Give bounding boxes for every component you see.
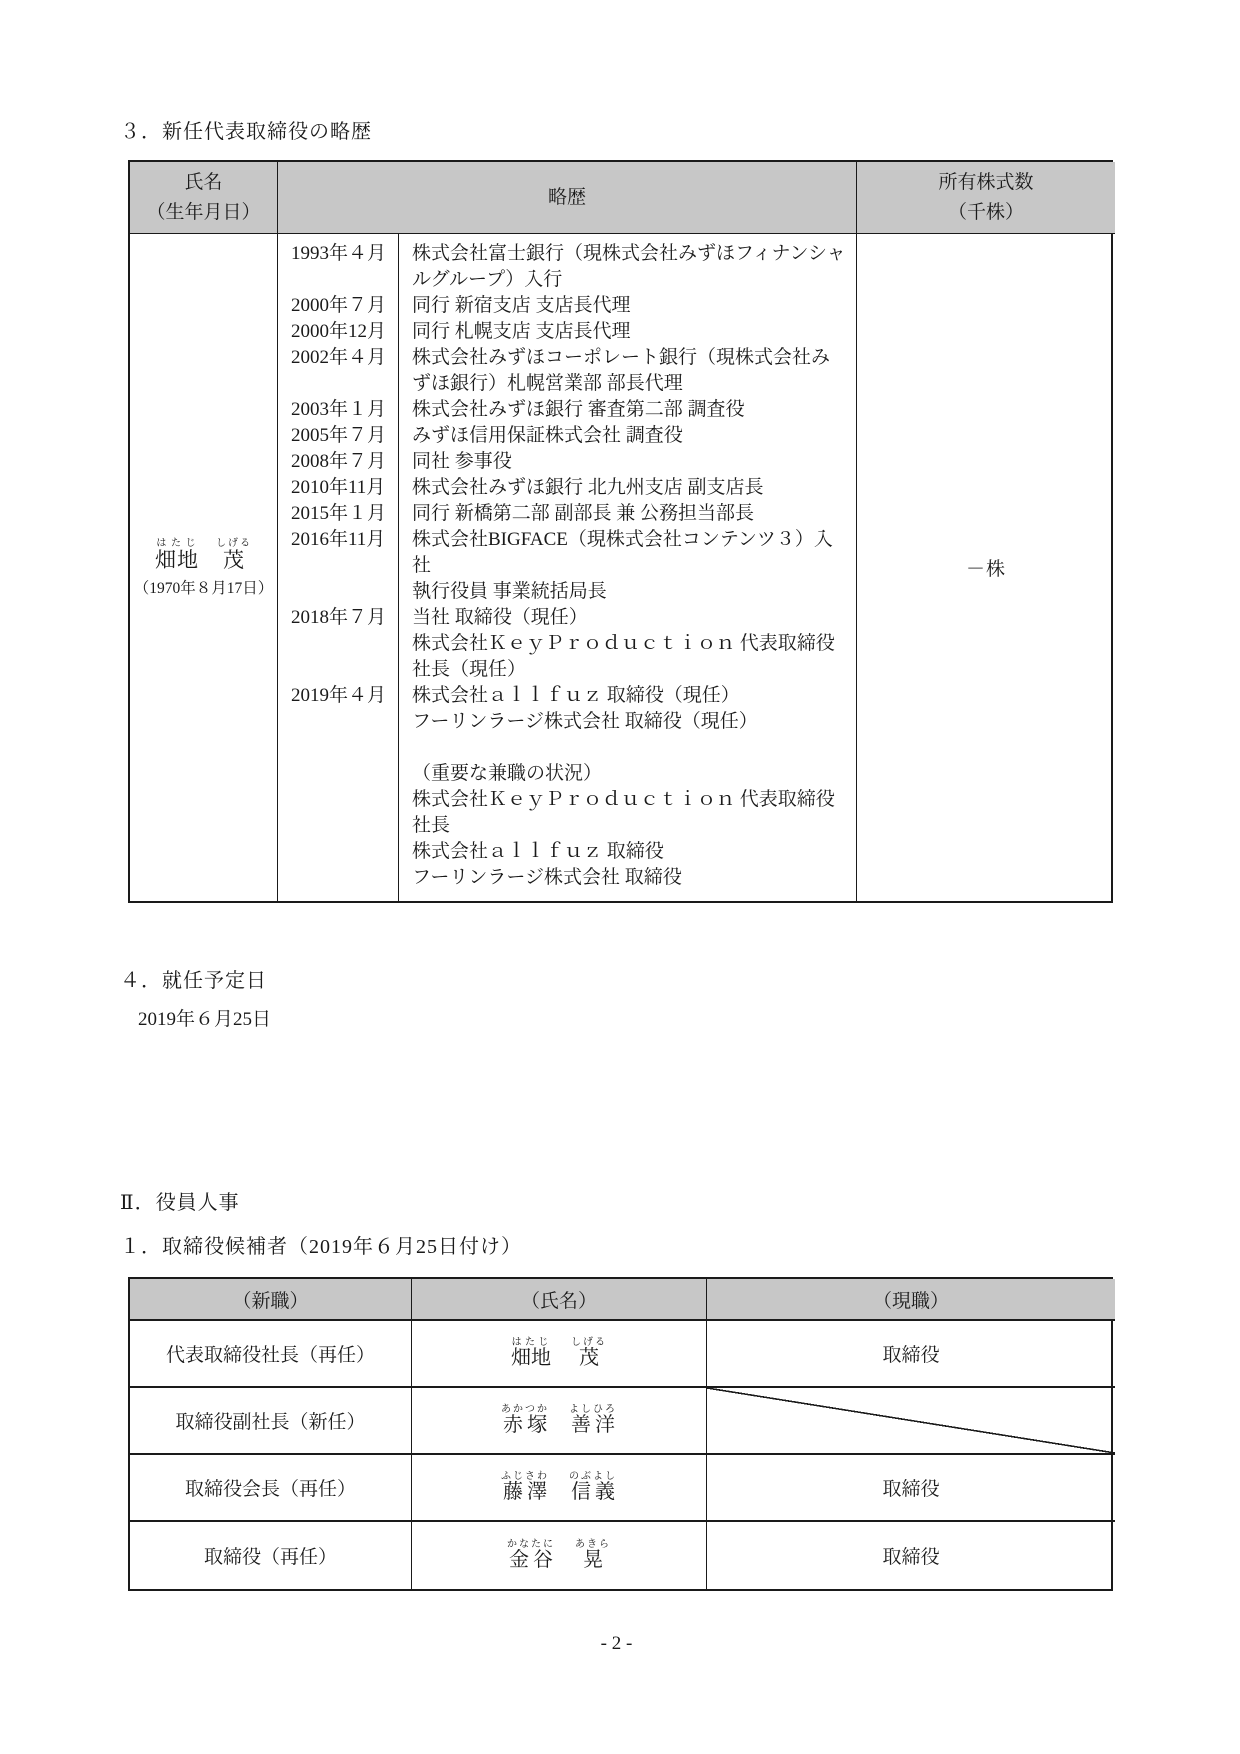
career-lines bbox=[398, 605, 856, 683]
candidate-current-position: 取締役 bbox=[882, 1547, 940, 1568]
candidates-header-new-position bbox=[130, 1279, 412, 1321]
biography-header-shares bbox=[857, 162, 1115, 234]
name-with-furigana: 晃あきら bbox=[575, 1539, 611, 1571]
career-lines bbox=[398, 683, 856, 735]
candidate-new-position: 取締役会長（再任） bbox=[130, 1455, 412, 1522]
career-lines bbox=[398, 501, 856, 527]
career-date: 2000年７月 bbox=[291, 295, 387, 316]
career-date: 2019年４月 bbox=[291, 685, 387, 706]
career-lines bbox=[398, 449, 856, 475]
career-lines bbox=[398, 761, 856, 891]
biography-header-career-label: 略歴 bbox=[547, 186, 586, 208]
name-with-furigana: 茂しげる bbox=[571, 1337, 607, 1369]
candidates-header-name bbox=[412, 1279, 707, 1321]
career-line: フーリンラージ株式会社 取締役（現任） bbox=[412, 711, 758, 732]
career-date: 2016年11月 bbox=[291, 529, 386, 550]
page-number: - 2 - bbox=[600, 1633, 633, 1654]
career-lines bbox=[398, 397, 856, 423]
name-with-furigana: 赤塚あかつか bbox=[501, 1404, 549, 1436]
career-date: 2018年７月 bbox=[291, 607, 387, 628]
section4-title: ４．就任予定日 bbox=[120, 970, 267, 992]
career-list bbox=[278, 234, 856, 901]
career-date: 2010年11月 bbox=[291, 477, 386, 498]
career-line: 同行 札幌支店 支店長代理 bbox=[412, 321, 631, 342]
career-line: 株式会社ａｌｌｆｕｚ 取締役 bbox=[412, 841, 664, 862]
biography-header-name-line2: （生年月日） bbox=[146, 201, 261, 223]
career-line: 同行 新宿支店 支店長代理 bbox=[412, 295, 631, 316]
career-line: 株式会社富士銀行（現株式会社みずほフィナンシャルグループ）入行 bbox=[412, 243, 846, 290]
career-line: 執行役員 事業統括局長 bbox=[412, 581, 607, 602]
candidate-name bbox=[412, 1455, 707, 1522]
name-with-furigana: 茂しげる bbox=[216, 537, 252, 572]
biography-table bbox=[128, 160, 1113, 903]
candidate-name bbox=[412, 1522, 707, 1589]
career-line: 株式会社BIGFACE（現株式会社コンテンツ３）入社 bbox=[412, 529, 833, 576]
career-line bbox=[412, 735, 846, 761]
career-lines bbox=[398, 735, 856, 761]
career-date: 1993年４月 bbox=[291, 243, 387, 264]
career-line: 同行 新橋第二部 副部長 兼 公務担当部長 bbox=[412, 503, 755, 524]
name-with-furigana: 金谷かなたに bbox=[507, 1539, 555, 1571]
candidate-name bbox=[412, 1388, 707, 1455]
career-date: 2008年７月 bbox=[291, 451, 387, 472]
career-date: 2003年１月 bbox=[291, 399, 387, 420]
biography-header-career bbox=[278, 162, 857, 234]
name-with-furigana: 畑地はたじ bbox=[511, 1337, 551, 1369]
officers-title: Ⅱ．役員人事 bbox=[120, 1192, 240, 1214]
career-line: （重要な兼職の状況） bbox=[412, 763, 603, 784]
candidate-current-position: 取締役 bbox=[707, 1455, 1115, 1522]
career-line: 株式会社みずほ銀行 北九州支店 副支店長 bbox=[412, 477, 764, 498]
candidate-new-position: 取締役（再任） bbox=[130, 1522, 412, 1589]
career-cell bbox=[278, 234, 857, 901]
career-line: 株式会社みずほコーポレート銀行（現株式会社みずほ銀行）札幌営業部 部長代理 bbox=[412, 347, 831, 394]
person-name-cell bbox=[130, 234, 278, 901]
career-lines bbox=[398, 527, 856, 605]
candidates-table bbox=[128, 1277, 1113, 1591]
career-lines bbox=[398, 319, 856, 345]
career-lines bbox=[398, 345, 856, 397]
candidate-new-position: 代表取締役社長（再任） bbox=[130, 1321, 412, 1388]
career-line: 株式会社ＫｅｙＰｒｏｄｕｃｔｉｏｎ 代表取締役社長 bbox=[412, 789, 835, 836]
candidate-current-position: 取締役 bbox=[707, 1321, 1115, 1388]
candidates-header-current-position-label: （現職） bbox=[872, 1290, 949, 1312]
career-lines bbox=[398, 293, 856, 319]
biography-header-name-line1: 氏名 bbox=[184, 171, 223, 193]
name-with-furigana: 畑地はたじ bbox=[155, 537, 199, 572]
biography-header-shares-line2: （千株） bbox=[947, 201, 1024, 223]
shares-cell bbox=[857, 234, 1115, 901]
career-date: 2002年４月 bbox=[291, 347, 387, 368]
candidate-name bbox=[412, 1321, 707, 1388]
career-date: 2005年７月 bbox=[291, 425, 387, 446]
career-date: 2015年１月 bbox=[291, 503, 387, 524]
section4-date: 2019年６月25日 bbox=[138, 1009, 272, 1030]
name-with-furigana: 藤澤ふじさわ bbox=[501, 1471, 549, 1503]
name-with-furigana: 善洋よしひろ bbox=[569, 1404, 617, 1436]
candidate-new-position: 取締役副社長（新任） bbox=[130, 1388, 412, 1455]
career-lines bbox=[398, 423, 856, 449]
candidates-header-name-label: （氏名） bbox=[520, 1290, 597, 1312]
career-line: 株式会社みずほ銀行 審査第二部 調査役 bbox=[412, 399, 745, 420]
career-line: みずほ信用保証株式会社 調査役 bbox=[412, 425, 683, 446]
career-date bbox=[278, 735, 398, 761]
career-column-divider bbox=[398, 234, 399, 901]
career-date bbox=[278, 761, 398, 891]
career-line: 当社 取締役（現任） bbox=[412, 607, 588, 628]
biography-header-name bbox=[130, 162, 278, 234]
career-line: フーリンラージ株式会社 取締役 bbox=[412, 867, 682, 888]
candidate-current-position-diagonal bbox=[707, 1388, 1115, 1455]
career-lines bbox=[398, 241, 856, 293]
career-line: 株式会社ａｌｌｆｕｚ 取締役（現任） bbox=[412, 685, 740, 706]
career-date: 2000年12月 bbox=[291, 321, 387, 342]
section3-title: ３．新任代表取締役の略歴 bbox=[120, 121, 372, 143]
person-birthdate: （1970年８月17日） bbox=[133, 579, 274, 597]
career-lines bbox=[398, 475, 856, 501]
career-line: 同社 参事役 bbox=[412, 451, 512, 472]
name-with-furigana: 信義のぶよし bbox=[569, 1471, 617, 1503]
candidates-header-current-position bbox=[707, 1279, 1115, 1321]
career-line: 株式会社ＫｅｙＰｒｏｄｕｃｔｉｏｎ 代表取締役社長（現任） bbox=[412, 633, 835, 680]
person-name bbox=[155, 538, 252, 574]
biography-header-shares-line1: 所有株式数 bbox=[938, 171, 1034, 193]
officers-subtitle: １．取締役候補者（2019年６月25日付け） bbox=[120, 1236, 522, 1258]
shares-value: －株 bbox=[965, 559, 1006, 580]
candidates-header-new-position-label: （新職） bbox=[232, 1290, 309, 1312]
